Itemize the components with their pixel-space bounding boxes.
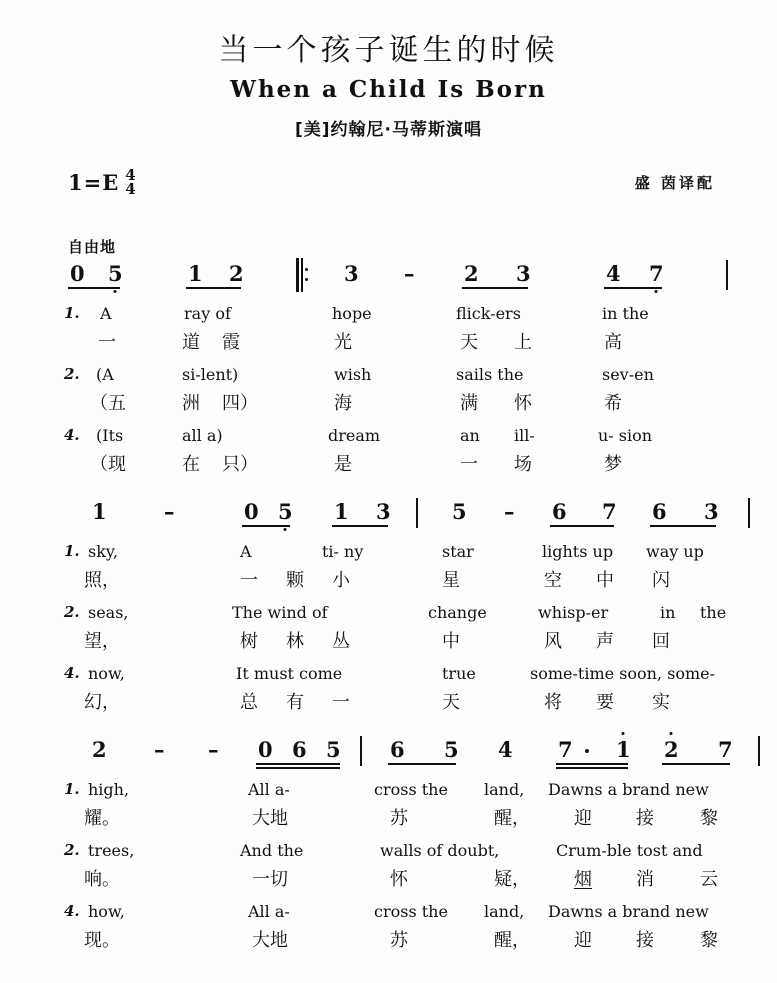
lyric-syllable: 天 [460,332,478,353]
lyric-syllable: 中 [442,631,460,652]
beam-line [556,763,628,765]
lyric-syllable: 醒， [494,930,530,951]
beam-line [388,763,456,765]
lyric-syllable: flick-ers [456,304,521,323]
note-row [64,262,737,304]
lyric-syllable: 怀 [390,869,408,890]
note-number: 7 [602,499,617,524]
verse-number: 4. [64,902,80,920]
music-system-3 [0,738,777,963]
lyric-syllable: 一 [332,692,350,713]
note-number: 6 [552,499,567,524]
beam-line [332,525,388,527]
barline [758,736,760,766]
lyric-line [64,304,757,333]
note-number: 4 [606,261,621,286]
lyric-syllable: 怀 [514,393,532,414]
lyric-syllable: 中 [596,570,614,591]
lyric-syllable: （五 [90,393,126,414]
lyric-syllable: 道 [182,332,200,353]
beam-line [550,525,614,527]
lyric-syllable: All a- [248,902,290,921]
lyric-syllable: 光 [334,332,352,353]
lyric-syllable: 上 [514,332,532,353]
duration-dash: – [504,499,515,524]
lyric-line [64,809,757,841]
repeat-start-sign [296,258,307,292]
lyric-syllable: 接 [636,808,654,829]
verse-number: 2. [64,603,80,621]
lyric-syllable: ill- [514,426,535,445]
lyric-syllable: 场 [514,454,532,475]
beam-line [186,287,241,289]
note-number: 0 [244,499,259,524]
lyric-line [64,931,757,963]
lyric-syllable: ray of [184,304,231,323]
lyric-syllable: high, [88,780,130,799]
note-number: 0 [70,261,85,286]
beam-line [462,287,528,289]
note-number: 6 [390,737,405,762]
lyric-syllable: 望， [84,631,120,652]
lyric-syllable: the [700,603,727,622]
lyric-line [64,542,757,571]
lyric-syllable: 树 [240,631,258,652]
beam-line [68,287,120,289]
lyric-syllable: whisp-er [538,603,609,622]
note-number: 7 [649,262,664,286]
lyric-syllable: All a- [248,780,290,799]
time-signature-numerator: 4 [125,166,136,184]
lyric-line [64,333,757,365]
lyric-syllable: 风 [544,631,562,652]
note-number: 3 [376,499,391,524]
lyric-syllable: 耀。 [84,808,120,829]
lyric-syllable: 丛 [332,631,350,652]
lyric-syllable: 洲 [182,393,200,414]
page-title-english: When a Child Is Born [230,76,547,103]
lyric-syllable: A [240,542,252,561]
note-number: 0 [258,737,273,762]
lyric-syllable: 响。 [84,869,120,890]
note-number: 2 [92,737,107,762]
note-number: 1 [334,499,349,524]
lyric-syllable: 一切 [252,869,288,890]
lyric-syllable: hope [332,304,372,323]
arranger-credit: 盛 茵译配 [634,174,715,192]
octave-dot-above [622,732,625,735]
note-number: 2 [664,738,679,762]
lyric-syllable: cross the [374,902,448,921]
lyric-syllable: 现。 [84,930,120,951]
lyric-syllable: sails the [456,365,524,384]
lyric-syllable: way up [646,542,704,561]
lyric-syllable: 黎 [700,930,718,951]
note-number: 5 [326,737,341,762]
lyric-syllable: 空 [544,570,562,591]
lyric-syllable: wish [334,365,372,384]
lyric-syllable: （现 [90,454,126,475]
lyric-syllable: 林 [286,631,304,652]
beam-line [650,525,716,527]
lyric-syllable: all a) [182,426,223,445]
octave-dot-above [670,732,673,735]
lyric-block [64,304,757,487]
lyric-syllable: seas, [88,603,129,622]
octave-dot-below [655,290,658,293]
score-meta-row [0,168,777,208]
repeat-thick-line [296,258,299,292]
note-number: 2 [464,261,479,286]
barline [726,260,728,290]
lyric-syllable: 一 [98,332,116,353]
note-number: 6 [652,499,667,524]
note-number: 3 [704,499,719,524]
lyric-syllable: 烟 [574,869,592,890]
lyric-line [64,693,757,725]
lyric-line [64,870,757,902]
lyric-syllable: It must come [236,664,343,683]
page-title-chinese: 当一个孩子诞生的时候 [218,33,559,68]
lyric-syllable: change [428,603,487,622]
lyric-syllable: 只） [222,454,258,475]
lyric-syllable: an [460,426,480,445]
note-number: 4 [498,737,513,762]
beam-line [242,525,290,527]
verse-number: 1. [64,304,80,322]
lyric-syllable: 云 [700,869,718,890]
lyric-syllable: 疑， [494,869,530,890]
lyric-syllable: trees, [88,841,135,860]
lyric-syllable: 满 [460,393,478,414]
lyric-syllable: now, [88,664,125,683]
note-number: 3 [516,261,531,286]
lyric-syllable: lights up [542,542,614,561]
verse-number: 1. [64,542,80,560]
lyric-syllable: 总 [240,692,258,713]
duration-dash: – [154,737,165,762]
beam-line [604,287,662,289]
music-system-2 [0,500,777,725]
lyric-syllable: 消 [636,869,654,890]
lyric-block [64,542,757,725]
lyric-line [64,632,757,664]
note-number: 2 [229,261,244,286]
octave-dot-below [114,290,117,293]
lyric-syllable: 大地 [252,930,288,951]
verse-number: 1. [64,780,80,798]
lyric-syllable: 苏 [390,808,408,829]
lyric-syllable: 四） [222,393,258,414]
lyric-syllable: 照， [84,570,120,591]
duration-dash: – [208,737,219,762]
verse-number: 4. [64,426,80,444]
lyric-syllable: cross the [374,780,448,799]
lyric-syllable: 迎 [574,808,592,829]
key-equals: = [83,169,102,195]
duration-dash: – [164,499,175,524]
tempo-marking: 自由地 [68,238,117,256]
lyric-syllable: 有 [286,692,304,713]
lyric-syllable: 在 [182,454,200,475]
time-signature [125,168,135,197]
lyric-syllable: And the [240,841,304,860]
page-header [0,0,777,140]
lyric-syllable: 苏 [390,930,408,951]
lyric-syllable: A [100,304,112,323]
lyric-syllable: 声 [596,631,614,652]
time-signature-denominator: 4 [125,180,136,199]
lyric-syllable: walls of doubt, [380,841,500,860]
lyric-syllable: 要 [596,692,614,713]
beam-line [662,763,730,765]
beam-line [256,763,340,765]
note-number: 5 [108,262,123,286]
lyric-syllable: dream [328,426,381,445]
lyric-syllable: 幻， [84,692,120,713]
lyric-block [64,780,757,963]
augmentation-dot [585,749,589,753]
lyric-syllable: 大地 [252,808,288,829]
lyric-syllable: in the [602,304,649,323]
note-number: 7 [558,737,573,762]
note-number: 5 [278,500,293,524]
lyric-syllable: sky, [88,542,118,561]
lyric-syllable: 黎 [700,808,718,829]
key-letter: E [102,169,119,195]
barline [416,498,418,528]
repeat-dot-upper [305,268,308,271]
lyric-syllable: (Its [96,426,124,445]
repeat-thin-line [301,258,303,292]
note-number: 1 [188,261,203,286]
note-row [64,500,737,542]
barline [748,498,750,528]
lyric-syllable: 是 [334,454,352,475]
lyric-syllable: (A [96,365,114,384]
lyric-syllable: 星 [442,570,460,591]
key-signature [68,168,136,197]
verse-number: 2. [64,365,80,383]
lyric-syllable: 醒， [494,808,530,829]
lyric-line [64,902,757,931]
key-tonic: 1 [68,169,83,195]
note-number: 6 [292,737,307,762]
lyric-line [64,780,757,809]
lyric-syllable: 一 [460,454,478,475]
lyric-syllable: some-time soon, some- [530,664,716,683]
lyric-syllable: 海 [334,393,352,414]
lyric-syllable: 接 [636,930,654,951]
lyric-syllable: land, [484,780,525,799]
lyric-syllable: 小 [332,570,350,591]
lyric-syllable: 霞 [222,332,240,353]
lyric-syllable: Dawns a brand new [548,780,709,799]
lyric-line [64,664,757,693]
lyric-line [64,841,757,870]
barline [360,736,362,766]
note-number: 3 [344,261,359,286]
music-system-1 [0,262,777,487]
lyric-syllable: ti- ny [322,542,364,561]
lyric-line [64,365,757,394]
lyric-syllable: land, [484,902,525,921]
note-number: 5 [444,737,459,762]
beam-line [256,767,340,769]
lyric-syllable: si-lent) [182,365,239,384]
note-number: 1 [616,738,631,762]
note-row [64,738,737,780]
lyric-syllable: star [442,542,474,561]
verse-number: 4. [64,664,80,682]
lyric-syllable: 将 [544,692,562,713]
repeat-dot-lower [305,278,308,281]
note-number: 7 [718,737,733,762]
lyric-syllable: 闪 [652,570,670,591]
lyric-syllable: 回 [652,631,670,652]
lyric-syllable: 颗 [286,570,304,591]
beam-line [556,767,628,769]
lyric-syllable: 梦 [604,454,622,475]
verse-number: 2. [64,841,80,859]
note-number: 5 [452,499,467,524]
performer-byline: [美]约翰尼·马蒂斯演唱 [295,120,482,141]
lyric-syllable: 高 [604,332,622,353]
note-number: 1 [92,499,107,524]
lyric-line [64,426,757,455]
duration-dash: – [404,261,415,286]
lyric-syllable: 天 [442,692,460,713]
lyric-syllable: Dawns a brand new [548,902,709,921]
lyric-syllable: how, [88,902,125,921]
lyric-syllable: The wind of [232,603,328,622]
lyric-line [64,455,757,487]
lyric-syllable: u- sion [598,426,653,445]
lyric-line [64,394,757,426]
lyric-syllable: sev-en [602,365,654,384]
lyric-line [64,571,757,603]
octave-dot-below [284,528,287,531]
lyric-syllable: 希 [604,393,622,414]
lyric-syllable: 一 [240,570,258,591]
lyric-syllable: 迎 [574,930,592,951]
lyric-syllable: Crum-ble tost and [556,841,703,860]
lyric-syllable: 实 [652,692,670,713]
lyric-syllable: in [660,603,676,622]
lyric-line [64,603,757,632]
lyric-syllable: true [442,664,476,683]
